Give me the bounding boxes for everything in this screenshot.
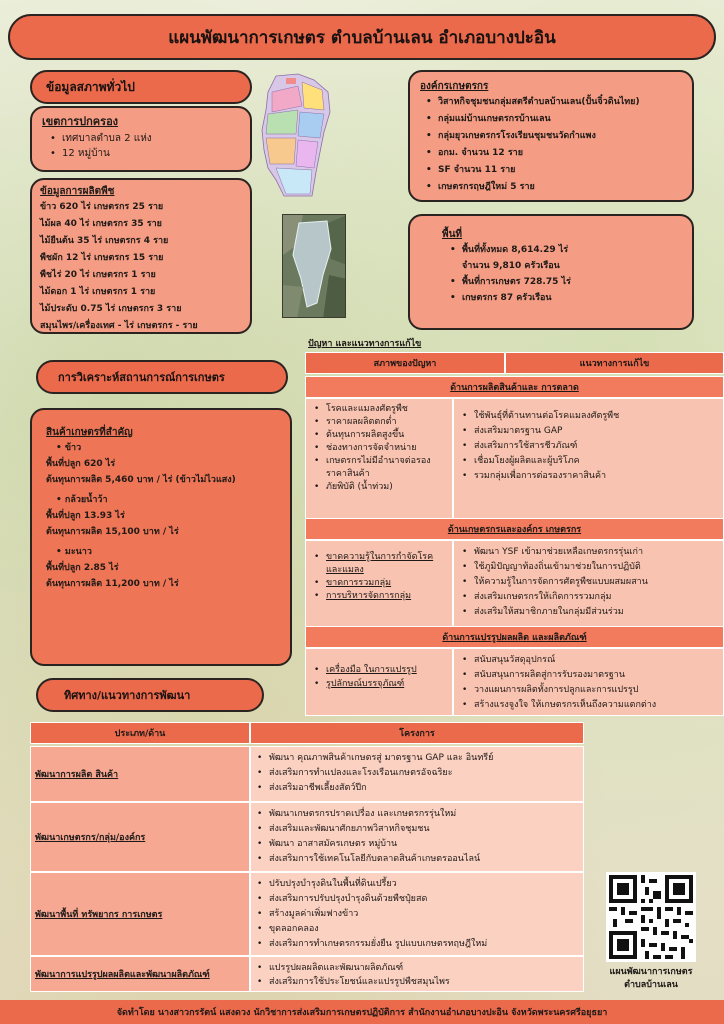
product-area: พื้นที่ปลูก 620 ไร่ <box>46 459 116 469</box>
qr-code-icon[interactable] <box>606 872 696 962</box>
problems-table <box>305 352 724 716</box>
project-cell <box>250 872 584 956</box>
org-item: • อกม. จำนวน 12 ราย <box>424 145 682 162</box>
product-cost: ต้นทุนการผลิต 5,460 บาท / ไร่ (ข้าวไม่ไวแสง) <box>46 475 236 485</box>
product-name: • ข้าว <box>56 443 82 453</box>
solution-cell <box>453 398 724 520</box>
problems-heading: ปัญหา และแนวทางการแก้ไข <box>308 339 422 349</box>
solution-item: • ใช้ภูมิปัญญาท้องถิ่นเข้ามาช่วยในการปฏิบัติ <box>460 560 717 575</box>
project-item: • พัฒนาเกษตรกรปราดเปรื่อง และเกษตรกรรุ่นใหม่ <box>255 807 579 822</box>
solution-item: • ส่งเสริมการใช้สารชีวภัณฑ์ <box>460 439 717 454</box>
qr-caption-line: ตำบลบ้านเลน <box>624 980 678 990</box>
admin-item: • เทศบาลตำบล 2 แห่ง <box>48 131 240 146</box>
project-item: • แปรรูปผลผลิตและพัฒนาผลิตภัณฑ์ <box>255 961 579 975</box>
project-item: • ส่งเสริมการใช้เทคโนโลยีกับตลาดสินค้าเกษตรออนไลน์ <box>255 852 579 867</box>
product-cost: ต้นทุนการผลิต 11,200 บาท / ไร่ <box>46 579 179 589</box>
category-cell: พัฒนาการแปรรูปผลผลิตและพัฒนาผลิตภัณฑ์ <box>30 956 250 992</box>
analysis-heading <box>36 360 288 394</box>
orgs-list <box>420 94 682 196</box>
problem-item: • เกษตรกรไม่มีอำนาจต่อรองราคาสินค้า <box>312 455 446 481</box>
orgs-heading: องค์กรเกษตรกร <box>420 81 489 92</box>
general-info-heading <box>30 70 252 104</box>
satellite-map-icon <box>282 214 346 318</box>
project-item: • ขุดลอกคลอง <box>255 922 579 937</box>
area-list <box>428 242 674 306</box>
admin-heading: เขตการปกครอง <box>42 115 119 128</box>
project-item: • ส่งเสริมและพัฒนาศักยภาพวิสาหกิจชุมชน <box>255 822 579 837</box>
admin-item: • 12 หมู่บ้าน <box>48 146 240 161</box>
problem-section-title: ด้านเกษตรกรและองค์กร เกษตรกร <box>305 518 724 540</box>
problem-cell <box>305 540 453 628</box>
solution-item: • ส่งเสริมมาตรฐาน GAP <box>460 424 717 439</box>
project-item: • ส่งเสริมการทำเกษตรกรรมยั่งยืน รูปแบบเกษตรทฤษฎีใหม่ <box>255 937 579 952</box>
project-item: • ปรับปรุงบำรุงดินในพื้นที่ดินเปรี้ยว <box>255 877 579 892</box>
area-item-text: • เกษตรกร 87 ครัวเรือน <box>462 293 552 303</box>
problem-item: • เครื่องมือ ในการแปรรูป <box>312 663 446 677</box>
area-item <box>448 274 674 290</box>
org-item: • กลุ่มยุวเกษตรกรโรงเรียนชุมชนวัดกำแพง <box>424 128 682 145</box>
project-item: • ส่งเสริมการทำแปลงและโรงเรือนเกษตรอัจฉริยะ <box>255 766 579 781</box>
org-item: • วิสาหกิจชุมชนกลุ่มสตรีตำบลบ้านเลน(ปั้นจิ๋วดินไทย) <box>424 94 682 111</box>
direction-table <box>30 722 584 992</box>
solution-item: • วางแผนการผลิตทั้งการปลูกและการแปรรูป <box>460 683 717 698</box>
project-item: • ส่งเสริมการใช้ประโยชน์และแปรรูปพืชสมุนไพร <box>255 975 579 989</box>
solution-item: • ส่งเสริมให้สมาชิกภายในกลุ่มมีส่วนร่วม <box>460 605 717 620</box>
problem-cell <box>305 398 453 520</box>
area-item-text: • พื้นที่ทั้งหมด 8,614.29 ไร่ <box>462 245 569 255</box>
product-name: • กล้วยน้ำว้า <box>56 495 108 505</box>
org-item: • SF จำนวน 11 ราย <box>424 162 682 179</box>
solution-item: • เชื่อมโยงผู้ผลิตและผู้บริโภค <box>460 454 717 469</box>
product-name-text: ข้าว <box>64 443 82 453</box>
crop-line: ไม้ประดับ 0.75 ไร่ เกษตรกร 3 ราย <box>40 304 182 314</box>
solution-item: • พัฒนา YSF เข้ามาช่วยเหลือเกษตรกรรุ่นเก่า <box>460 545 717 560</box>
solution-cell <box>453 540 724 628</box>
solution-cell <box>453 648 724 716</box>
problem-item: • ขาดการรวมกลุ่ม <box>312 577 446 590</box>
solution-item: • ส่งเสริมเกษตรกรให้เกิดการรวมกลุ่ม <box>460 590 717 605</box>
project-item: • ส่งเสริมอาชีพเลี้ยงสัตว์ปีก <box>255 781 579 796</box>
problem-section-title: ด้านการผลิตสินค้าและ การตลาด <box>305 376 724 398</box>
admin-card <box>30 106 252 172</box>
footer-text: จัดทำโดย นางสาวกรรัตน์ แสงดวง นักวิชาการส่งเสริมการเกษตรปฏิบัติการ สำนักงานอำเภอบางปะอิน จังหวัดพระนครศรีอยุธยา <box>116 1008 608 1018</box>
area-item-sub: จำนวน 9,810 ครัวเรือน <box>462 261 560 271</box>
problem-item: • ราคาผลผลิตตกต่ำ <box>312 416 446 429</box>
product-cost: ต้นทุนการผลิต 15,100 บาท / ไร่ <box>46 527 179 537</box>
district-map-icon <box>258 72 334 200</box>
solution-item: • รวมกลุ่มเพื่อการต่อรองราคาสินค้า <box>460 469 717 484</box>
area-item <box>448 242 674 274</box>
solution-item: • สร้างแรงจูงใจ ให้เกษตรกรเห็นถึงความแตกต่าง <box>460 698 717 713</box>
page-title-text: แผนพัฒนาการเกษตร ตำบลบ้านเลน อำเภอบางปะอิน <box>168 27 556 48</box>
solution-item: • ให้ความรู้ในการจัดการศัตรูพืชแบบผสมผสาน <box>460 575 717 590</box>
project-item: • ส่งเสริมการปรับปรุงบำรุงดินด้วยพืชปุ๋ยสด <box>255 892 579 907</box>
crop-line: พืชไร่ 20 ไร่ เกษตรกร 1 ราย <box>40 270 156 280</box>
crops-card <box>30 178 252 334</box>
area-card <box>408 214 694 330</box>
problem-item: • การบริหารจัดการกลุ่ม <box>312 590 446 603</box>
area-item <box>448 290 674 306</box>
analysis-card <box>30 408 292 666</box>
crop-line: พืชผัก 12 ไร่ เกษตรกร 15 ราย <box>40 253 164 263</box>
crop-line: สมุนไพร/เครื่องเทศ - ไร่ เกษตรกร - ราย <box>40 321 198 331</box>
problem-item: • รูปลักษณ์บรรจุภัณฑ์ <box>312 677 446 691</box>
project-cell <box>250 746 584 802</box>
category-cell: พัฒนาการผลิต สินค้า <box>30 746 250 802</box>
problem-item: • ต้นทุนการผลิตสูงขึ้น <box>312 429 446 442</box>
project-cell <box>250 802 584 872</box>
problem-item: • โรคและแมลงศัตรูพืช <box>312 403 446 416</box>
direction-heading-text: ทิศทาง/แนวทางการพัฒนา <box>64 689 191 702</box>
crops-heading: ข้อมูลการผลิตพืช <box>40 186 115 197</box>
problem-item: • ช่องทางการจัดจำหน่าย <box>312 442 446 455</box>
org-item: • เกษตรกรฤษฎีใหม่ 5 ราย <box>424 179 682 196</box>
admin-list <box>42 131 240 161</box>
area-item-text: • พื้นที่การเกษตร 728.75 ไร่ <box>462 277 571 287</box>
project-item: • พัฒนา อาสาสมัครเกษตร หมู่บ้าน <box>255 837 579 852</box>
problem-item: • ภัยพิบัติ (น้ำท่วม) <box>312 481 446 494</box>
qr-caption <box>596 966 706 992</box>
area-heading: พื้นที่ <box>442 229 463 240</box>
category-cell: พัฒนาเกษตรกร/กลุ่ม/องค์กร <box>30 802 250 872</box>
product-area: พื้นที่ปลูก 2.85 ไร่ <box>46 563 119 573</box>
solution-item: • สนับสนุนการผลิตสู่การรับรองมาตรฐาน <box>460 668 717 683</box>
col-category-header: ประเภท/ด้าน <box>30 722 250 744</box>
col-solution-header: แนวทางการแก้ไข <box>505 352 724 374</box>
project-item: • พัฒนา คุณภาพสินค้าเกษตรสู่ มาตรฐาน GAP และ อินทรีย์ <box>255 751 579 766</box>
product-name: • มะนาว <box>56 547 92 557</box>
product-name-text: มะนาว <box>64 547 92 557</box>
general-info-heading-text: ข้อมูลสภาพทั่วไป <box>46 79 135 94</box>
crop-line: ไม้ดอก 1 ไร่ เกษตรกร 1 ราย <box>40 287 156 297</box>
footer <box>0 1000 724 1024</box>
product-name-text: กล้วยน้ำว้า <box>64 495 108 505</box>
project-cell <box>250 956 584 992</box>
solution-item: • สนับสนุนวัสดุอุปกรณ์ <box>460 653 717 668</box>
col-problem-header: สภาพของปัญหา <box>305 352 505 374</box>
problem-cell <box>305 648 453 716</box>
solution-item: • ใช้พันธุ์ที่ต้านทานต่อโรคแมลงศัตรูพืช <box>460 409 717 424</box>
category-cell: พัฒนาพื้นที่ ทรัพยากร การเกษตร <box>30 872 250 956</box>
crop-line: ข้าว 620 ไร่ เกษตรกร 25 ราย <box>40 202 164 212</box>
crop-line: ไม้ยืนต้น 35 ไร่ เกษตรกร 4 ราย <box>40 236 169 246</box>
orgs-card <box>408 70 694 202</box>
page-title <box>8 14 716 60</box>
org-item: • กลุ่มแม่บ้านเกษตรกรบ้านเลน <box>424 111 682 128</box>
crop-line: ไม้ผล 40 ไร่ เกษตรกร 35 ราย <box>40 219 162 229</box>
product-area: พื้นที่ปลูก 13.93 ไร่ <box>46 511 125 521</box>
project-item: • สร้างมูลค่าเพิ่มฟางข้าว <box>255 907 579 922</box>
problem-section-title: ด้านการแปรรูปผลผลิต และผลิตภัณฑ์ <box>305 626 724 648</box>
col-project-header: โครงการ <box>250 722 584 744</box>
problem-item: • ขาดความรู้ในการกำจัดโรคและแมลง <box>312 551 446 577</box>
products-heading: สินค้าเกษตรที่สำคัญ <box>46 427 133 438</box>
direction-heading <box>36 678 264 712</box>
analysis-heading-text: การวิเคราะห์สถานการณ์การเกษตร <box>58 371 225 384</box>
qr-caption-line: แผนพัฒนาการเกษตร <box>609 967 693 977</box>
